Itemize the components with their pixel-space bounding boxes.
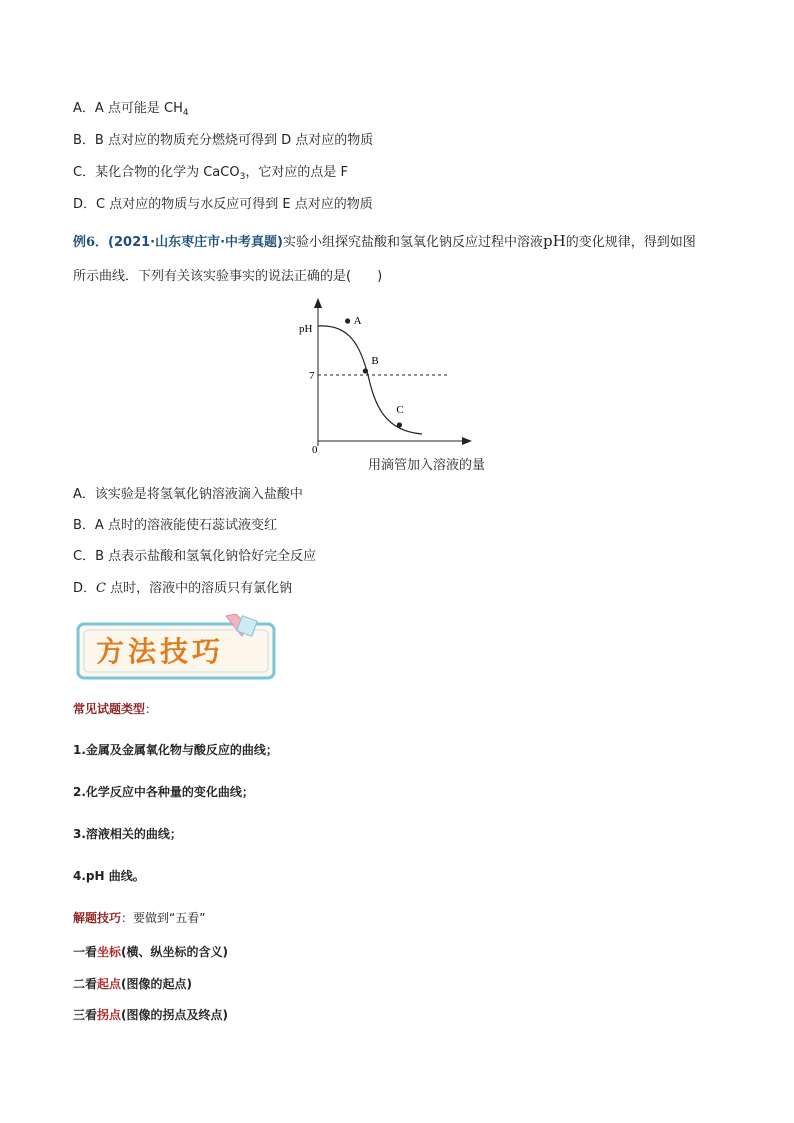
look-3-text: (图像的拐点及终点) — [121, 1008, 229, 1022]
option-c-prev-text: C．某化合物的化学为 CaCO — [73, 165, 240, 180]
point-label-b: B — [371, 355, 379, 367]
option-a: A．该实验是将氢氧化钠溶液滴入盐酸中 — [73, 487, 303, 502]
point-c — [397, 422, 402, 427]
technique-label: 解题技巧 — [73, 911, 122, 925]
types-colon: ： — [145, 702, 158, 716]
look-3-key: 拐点 — [97, 1008, 122, 1022]
type-2: 2.化学反应中各种量的变化曲线； — [73, 785, 254, 799]
option-d-text: 点时，溶液中的溶质只有氯化钠 — [105, 581, 293, 596]
look-2-text: (图像的起点) — [121, 977, 193, 991]
look-1-key: 坐标 — [97, 945, 122, 959]
technique-heading — [73, 909, 205, 927]
point-b — [363, 368, 368, 373]
example-source: (2021·山东枣庄市·中考真题) — [108, 235, 283, 250]
point-label-c: C — [396, 404, 404, 416]
y-tick-7: 7 — [309, 370, 315, 382]
example-text-2: 的变化规律，得到如图 — [565, 235, 696, 250]
option-c-prev — [73, 164, 348, 186]
example-question: 所示曲线．下列有关该实验事实的说法正确的是( ) — [73, 269, 383, 284]
types-heading — [73, 700, 157, 718]
look-1-text: (横、纵坐标的含义) — [121, 945, 229, 959]
option-a-prev-subscript: 4 — [182, 108, 189, 118]
x-axis-label: 用滴管加入溶液的量 — [368, 458, 486, 473]
example-label: 例6． — [73, 235, 109, 250]
look-2-prefix: 二看 — [73, 977, 98, 991]
origin-label: 0 — [312, 444, 318, 456]
option-a-prev — [73, 100, 189, 122]
method-banner — [76, 612, 280, 682]
example-ph: pH — [543, 232, 566, 250]
types-label: 常见试题类型 — [73, 702, 146, 716]
option-b: B．A 点时的溶液能使石蕊试液变红 — [73, 518, 277, 533]
look-3 — [73, 1006, 228, 1024]
point-label-a: A — [353, 315, 362, 327]
option-d-prefix: D． — [73, 581, 97, 596]
option-c-prev-subscript: 3 — [239, 172, 246, 182]
option-d — [73, 580, 292, 598]
look-1-prefix: 一看 — [73, 945, 98, 959]
look-3-prefix: 三看 — [73, 1008, 98, 1022]
banner-title: 方法技巧 — [96, 635, 225, 668]
option-d-prev: D．C 点对应的物质与水反应可得到 E 点对应的物质 — [73, 197, 373, 212]
type-3: 3.溶液相关的曲线； — [73, 827, 182, 841]
option-d-c: C — [96, 581, 106, 596]
option-b-prev: B．B 点对应的物质充分燃烧可得到 D 点对应的物质 — [73, 133, 374, 148]
point-a — [345, 318, 350, 323]
example-text-1: 实验小组探究盐酸和氢氧化钠反应过程中溶液 — [283, 235, 544, 250]
ph-curve-chart — [290, 296, 510, 476]
example-heading — [73, 232, 696, 252]
option-c-prev-tail: ，它对应的点是 F — [245, 165, 348, 180]
y-axis-label: pH — [299, 323, 313, 335]
y-axis-arrow — [314, 298, 322, 308]
technique-text: ：要做到“五看” — [121, 911, 206, 925]
x-axis-arrow — [462, 437, 472, 445]
type-4: 4.pH 曲线。 — [73, 869, 145, 883]
type-1: 1.金属及金属氧化物与酸反应的曲线； — [73, 743, 278, 757]
ph-curve — [318, 326, 422, 434]
option-c: C．B 点表示盐酸和氢氧化钠恰好完全反应 — [73, 549, 317, 564]
look-1 — [73, 943, 228, 961]
look-2-key: 起点 — [97, 977, 122, 991]
option-a-prev-text: A．A 点可能是 CH — [73, 101, 183, 116]
look-2 — [73, 975, 192, 993]
